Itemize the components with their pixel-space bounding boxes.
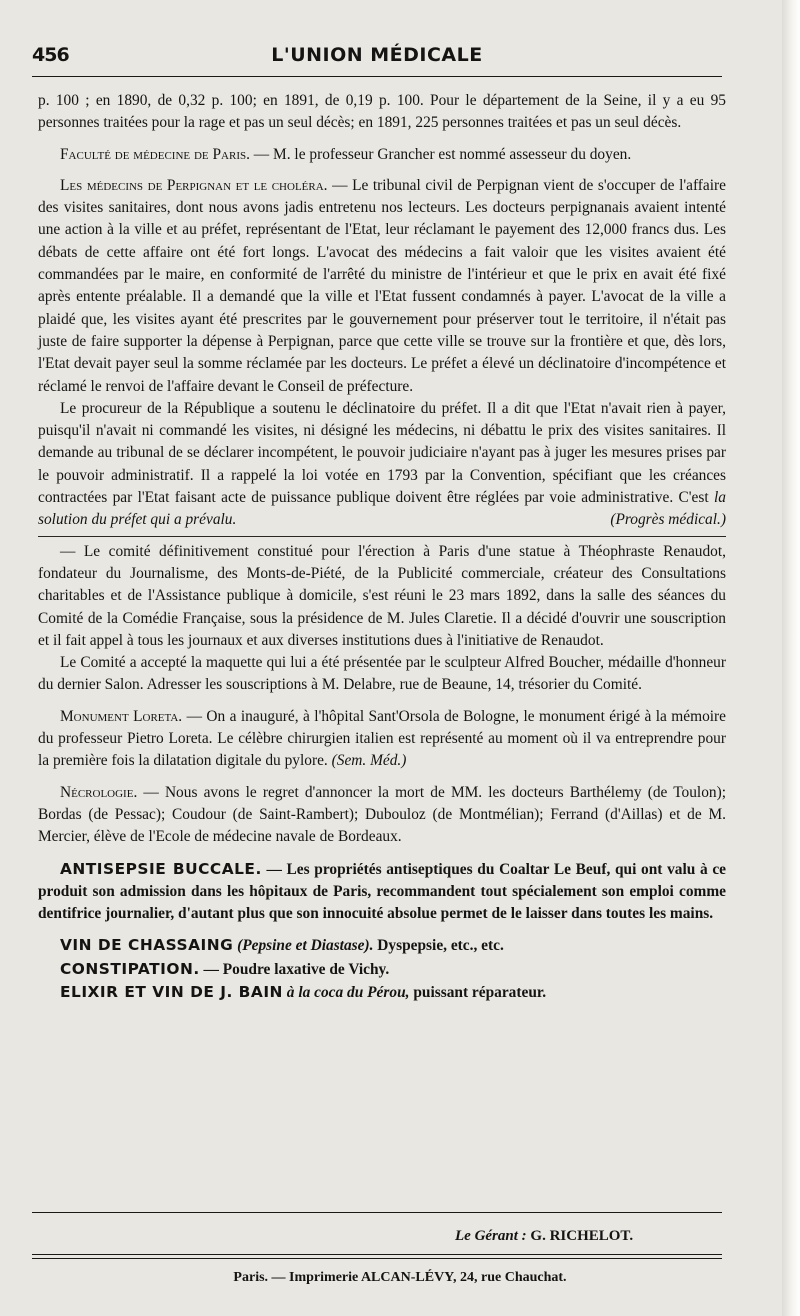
ad-constipation-title: CONSTIPATION. (60, 959, 200, 978)
ad-elixir-text: puissant réparateur. (409, 983, 547, 1001)
section-divider (38, 536, 726, 537)
page-edge (782, 0, 800, 1316)
journal-title: L'UNION MÉDICALE (271, 44, 483, 66)
loreta-text: — On a inauguré, à l'hôpital Sant'Orsola de Bologne, le monument érigé à la mémoire du professeur Pietro Loreta. Le célèbre chirurgien italien est représenté au moment où il va entreprendre pour la première fois la dilatation digitale du pylore. (38, 707, 726, 770)
ad-constipation (38, 958, 726, 981)
perpignan-paragraph (38, 175, 726, 398)
footer-rule-mid (32, 1254, 722, 1255)
footer-rule-mid-2 (32, 1258, 722, 1259)
perpignan-conclusion: la solution du préfet qui a prévalu. (38, 489, 726, 529)
running-header (32, 44, 722, 74)
footer-rule-top (32, 1212, 722, 1213)
gerant-label: Le Gérant : (455, 1228, 527, 1244)
header-rule (32, 76, 722, 77)
faculte-text: — M. le professeur Grancher est nommé assesseur du doyen. (249, 145, 632, 163)
perpignan-source: (Progrès médical.) (610, 511, 726, 529)
ad-vin-text: Dyspepsie, etc., etc. (373, 937, 504, 955)
gerant-name: G. RICHELOT. (526, 1228, 634, 1244)
faculte-heading: Faculté de médecine de Paris. (60, 145, 250, 163)
ad-elixir (38, 981, 726, 1004)
ad-vin (38, 934, 726, 957)
necrologie-text: — Nous avons le regret d'annoncer la mort de MM. les docteurs Barthélemy (de Toulon); Bordas (de Pessac); Coudour (de Saint-Rambert); Dubouloz (de Montmélian); Ferrand (d'Aillas) et de M. Mercier, élève de l'Ecole de médecine navale de Bordeaux. (38, 783, 726, 846)
article-body (38, 90, 726, 1004)
ad-elixir-italic: à la coca du Pérou, (282, 983, 410, 1001)
ad-constipation-text: — Poudre laxative de Vichy. (199, 960, 390, 978)
ad-antisepsie (38, 858, 726, 926)
renaudot-paragraph: — Le comité définitivement constitué pour l'érection à Paris d'une statue à Théophraste Renaudot, fondateur du Journalisme, des Monts-de-Piété, de la Publicité commerciale, créateur des Consultations charitables et de l'Assistance publique à domicile, s'est réuni le 23 mars 1892, dans la salle des séances du Comité de la Comédie Française, sous la présidence de M. Jules Claretie. Il a décidé d'ouvrir une souscription et il fait appel à tous les journaux et aux diverses institutions dues à l'initiative de Renaudot. (38, 542, 726, 649)
loreta-paragraph (38, 706, 726, 773)
perpignan-text-2: Le procureur de la République a soutenu le déclinatoire du préfet. Il a dit que l'Etat n'avait rien à payer, puisqu'il n'avait ni commandé les visites, ni désigné les médecins, ni débattu le prix des visites sanitaires. Il demande au tribunal de se déclarer incompétent, le pouvoir judiciaire n'ayant pas à juger les mesures prises par le pouvoir administratif. Il a rappelé la loi votée en 1793 par la Convention, spécifiant que les créances contractées par l'Etat faisant acte de puissance publique doivent être réglées par voie administrative. C'est (38, 399, 726, 507)
renaudot-paragraph-2: Le Comité a accepté la maquette qui lui a été présentée par le sculpteur Alfred Boucher, médaille d'honneur du dernier Salon. Adresser les souscriptions à M. Delabre, rue de Beaune, 14, trésorier du Comité. (38, 654, 726, 694)
ad-vin-title: VIN DE CHASSAING (60, 936, 234, 955)
loreta-source: (Sem. Méd.) (331, 752, 407, 770)
faculte-paragraph (38, 144, 726, 166)
necrologie-heading: Nécrologie. (60, 783, 138, 801)
gerant-line (455, 1228, 633, 1245)
ad-antisepsie-text: — Les propriétés antiseptiques du Coaltar Le Beuf, qui ont valu à ce produit son admission dans les hôpitaux de Paris, recommandent tout spécialement son emploi comme dentifrice journalier, d'autant plus que son innocuité absolue permet de le laisser dans toutes les mains. (38, 860, 727, 923)
perpignan-heading: Les médecins de Perpignan et le choléra. (60, 176, 328, 194)
necrologie-paragraph (38, 782, 726, 849)
perpignan-paragraph-2 (38, 398, 726, 532)
ad-antisepsie-title: ANTISEPSIE BUCCALE. (60, 859, 262, 878)
perpignan-text: — Le tribunal civil de Perpignan vient de s'occuper de l'affaire des visites sanitaires, dont nous avons jadis entretenu nos lecteurs. Les docteurs perpignanais avaient intenté une action à la ville et au préfet, représentant de l'Etat, leur réclamant le payement des 12,000 francs dus. Les débats de cette affaire ont été fort longs. L'avocat des médecins a fait valoir que les visites avaient été commandées par le maire, en conformité de l'arrêté du ministre de l'intérieur et que le prix en avait été fixé après entente préalable. Il a demandé que la ville et l'Etat fussent condamnés à payer. L'avocat de la ville a plaidé que, les visites ayant été prescrites par le gouvernement pour préserver tout le territoire, il n'était pas juste de faire supporter la dépense à Perpignan, parce que cette ville se trouve sur la frontière et que, dès lors, l'Etat devait payer seul la somme réclamée par les docteurs. Le préfet a élevé un déclinatoire d'incompétence et réclamé le renvoi de l'affaire devant le Conseil de préfecture. (38, 176, 726, 395)
ad-elixir-title: ELIXIR ET VIN DE J. BAIN (60, 982, 283, 1001)
printer-line: Paris. — Imprimerie ALCAN-LÉVY, 24, rue Chauchat. (233, 1270, 567, 1285)
page-number: 456 (32, 44, 69, 66)
loreta-heading: Monument Loreta. (60, 707, 183, 725)
intro-paragraph: p. 100 ; en 1890, de 0,32 p. 100; en 1891, de 0,19 p. 100. Pour le département de la Seine, il y a eu 95 personnes traitées pour la rage et pas un seul décès; en 1891, 225 personnes traitées et pas un seul décès. (38, 92, 726, 132)
ad-vin-italic: (Pepsine et Diastase). (233, 937, 374, 955)
